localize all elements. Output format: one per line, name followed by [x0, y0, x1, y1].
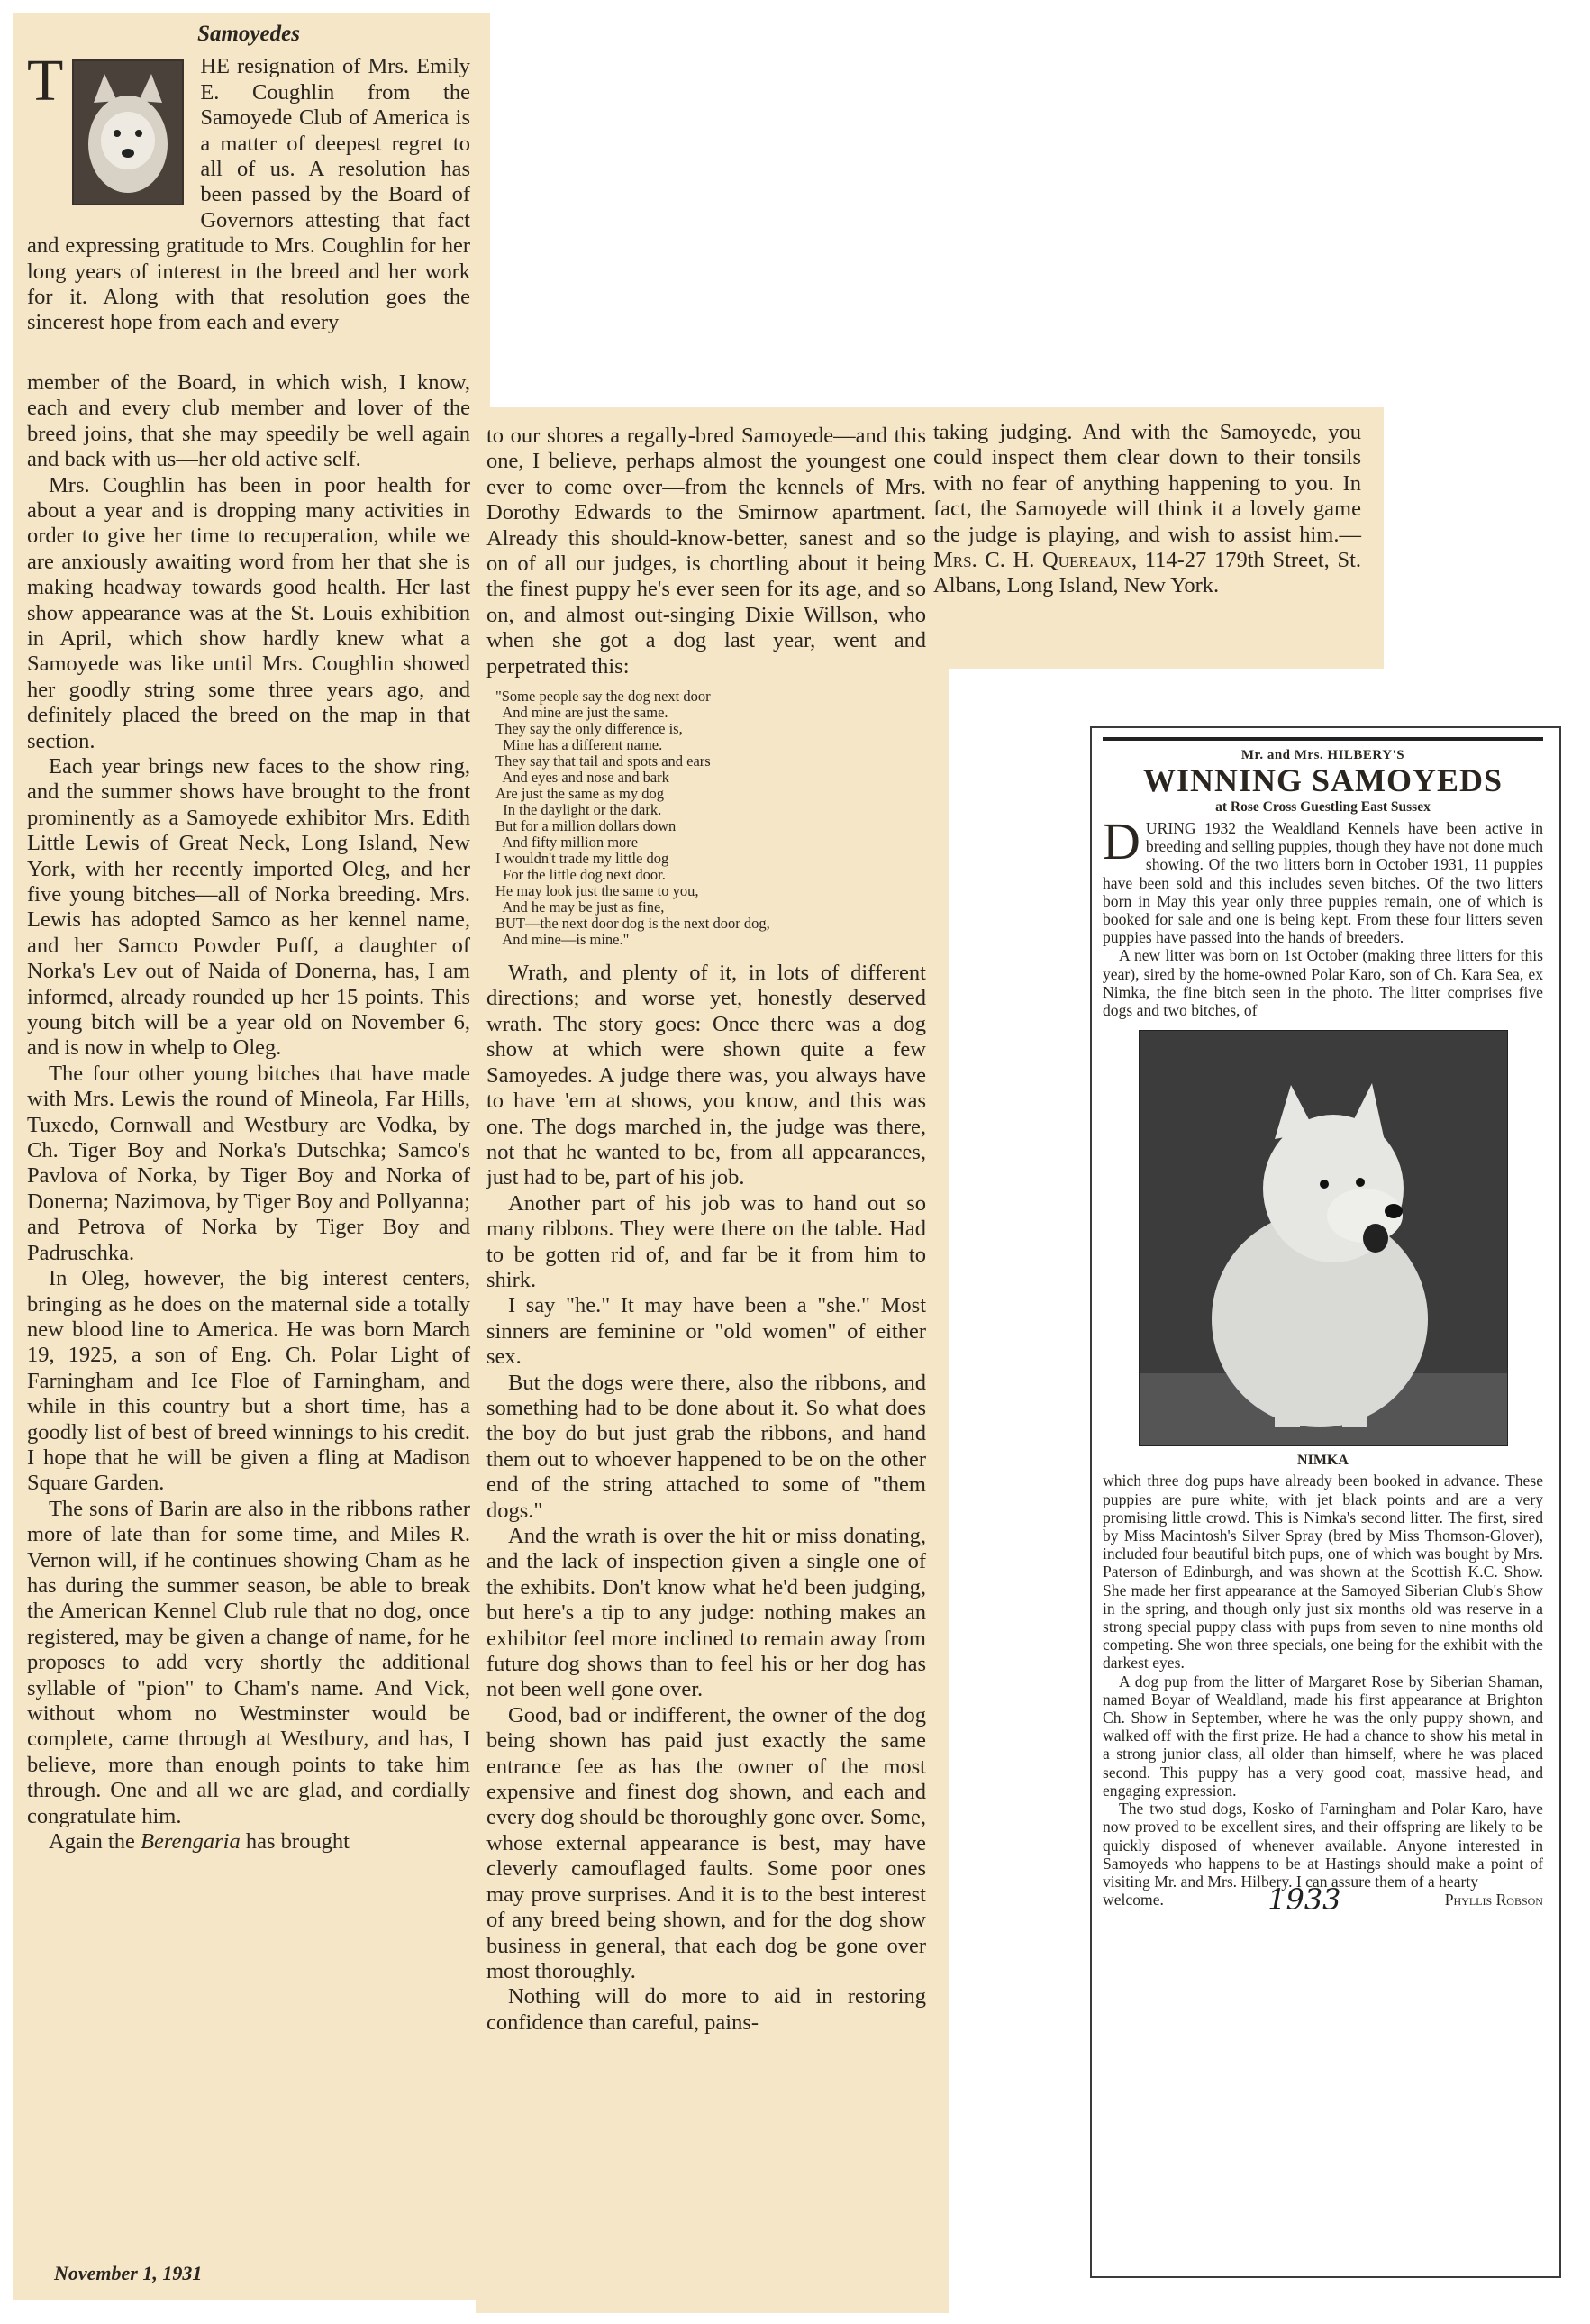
closing-word: welcome. — [1103, 1891, 1164, 1909]
author-address: 114-27 179th Street, St. Albans, Long Island, New York. — [933, 548, 1362, 598]
box-paragraph: The two stud dogs, Kosko of Farningham and Polar Karo, have now proved to be excellent sires, and their offspring are likely to be quickly disposed of whenever available. Anyone interested in Samoyeds who happens to be at Hastings should make a point of visiting Mr. and Mrs. Hilbery. I can assure them of a hearty — [1103, 1800, 1543, 1891]
author-signature: Mrs. C. H. Quereaux, — [933, 548, 1138, 573]
column2-paragraph: Wrath, and plenty of it, in lots of different directions; and worse yet, honestly deserved wrath. The story goes: Once there was a dog show at which were shown quite a few Samoyedes. A judge there was, you always have to have 'em at shows, you know, and this was one. The dogs marched in, the judge was there, not that he wanted to be, from all appearances, just had to be, part of his job. — [486, 961, 926, 1190]
author-name: Phyllis Robson — [1444, 1891, 1543, 1909]
column1-paragraph: The four other young bitches that have made with Mrs. Lewis the round of Mineola, Far Hills, Tuxedo, Cornwall and Westbury are Vodka, by Ch. Tiger Boy and Norka's Dutschka; Samco's Pavlova of Norka, by Tiger Boy and Norka of Donerna; Nazimova, by Tiger Boy and Pollyanna; and Petrova of Norka by Tiger Boy and Padruschka. — [27, 1061, 470, 1265]
column2-paragraph: to our shores a regally-bred Samoyede—and this one, I believe, perhaps almost the youngest one ever to come over—from the kennels of Mrs. Dorothy Edwards to the Smirnow apartment. Already this should-know-better, sanest and so on of all our judges, is chortling about it being the finest puppy he's ever seen for its age, and so on, and almost out-singing Dixie Willson, who when she got a dog last year, went and perpetrated this: — [486, 424, 926, 679]
article-header: Samoyedes — [197, 22, 300, 46]
column1-paragraph: Each year brings new faces to the show ring, and the summer shows have brought to the front prominently as a Samoyede exhibitor Mrs. Edith Little Lewis of Great Neck, Long Island, New York, with her recently imported Oleg, and her five young bitches—all of Norka breeding. Mrs. Lewis has adopted Samco as her kennel name, and her Samco Powder Puff, a daughter of Norka's Lev out of Naida of Donerna, has, I am informed, already rounded up her 15 points. This young bitch will be a year old on November 6, and is now in whelp to Oleg. — [27, 753, 470, 1061]
article-body — [1103, 812, 1543, 1918]
handwritten-year: 1933 — [1267, 1882, 1341, 1918]
column2-paragraph: And the wrath is over the hit or miss donating, and the lack of inspection given a single one of the exhibits. Don't know what he'd been judging, but here's a tip to any judge: nothing makes an exhibitor feel more inclined to remain away from future dog shows than to feel his or her dog has not been well gone over. — [486, 1524, 926, 1702]
ship-name: Berengaria — [141, 1829, 241, 1855]
column3-paragraph: taking judging. And with the Samoyede, you could inspect them clear down to their tonsils with no fear of anything happening to you. In fact, the Samoyede will think it a lovely game the judge is playing, and wish to assist him.—Mrs. C. H. Quereaux, 114-27 179th Street, St. Albans, Long Island, New York. — [933, 420, 1362, 598]
nimka-photo — [1139, 1030, 1508, 1446]
column1-paragraph: In Oleg, however, the big interest centers, bringing as he does on the maternal side a totally new blood line to America. He was born March 19, 1925, a son of Eng. Ch. Polar Light of Farningham and Ice Floe of Farningham, and while in this country but a short time, has a goodly list of best of breed winnings to his credit. I hope that he will be given a fling at Madison Square Garden. — [27, 1266, 470, 1496]
issue-date: November 1, 1931 — [54, 2262, 203, 2284]
intro-text: HE resignation of Mrs. Emily E. Coughlin from the Samoyede Club of America is a matter of deepest regret to all of us. A resolution has been passed by the Board of Governors attesting that fact and expressing gratitude to Mrs. Coughlin for her long years of interest in the breed and her work for it. Along with that resolution goes the sincerest hope from each and every — [27, 54, 470, 335]
box-paragraph: A dog pup from the litter of Margaret Rose by Siberian Shaman, named Boyar of Wealdland, made his first appearance at Brighton Ch. Show in September, where he was the only puppy shown, and walked off with the first prize. He had a chance to show his metal in a strong junior class, all older than himself, where he was placed second. This puppy has a very good coat, massive head, and engaging expression. — [1103, 1672, 1543, 1800]
closing-line — [1103, 1882, 1543, 1918]
column1-last-line: Again the Berengaria has brought — [49, 1829, 350, 1855]
box-paragraph: A new litter was born on 1st October (making three litters for this year), sired by the home-owned Polar Karo, son of Ch. Kara Sea, ex Nimka, the fine bitch seen in the photo. The litter comprises five dogs and two bitches, of — [1103, 946, 1543, 1020]
column2-paragraph: Another part of his job was to hand out so many ribbons. They were there on the table. Had to be gotten rid of, and far be it from him to shirk. — [486, 1190, 926, 1292]
intro-paragraph — [27, 48, 470, 335]
article-column-1 — [27, 16, 470, 1855]
column2-paragraph: I say "he." It may have been a "she." Most sinners are feminine or "old women" of either sex. — [486, 1293, 926, 1370]
column2-paragraph: Nothing will do more to aid in restoring confidence than careful, pains- — [486, 1984, 926, 2035]
column2-paragraph: Good, bad or indifferent, the owner of the dog being shown has paid just exactly the same entrance fee as has the owner of the most expensive and finest dog shown, and each and every dog should be thoroughly gone over. Some, whose external appearance is best, may have cleverly camouflaged faults. Some poor ones may prove surprises. And it is to the best interest of any breed being shown, and for the dog show business in general, that each dog be gone over most thoroughly. — [486, 1702, 926, 1983]
drop-cap: T — [27, 48, 64, 114]
photo-caption: NIMKA — [1297, 1453, 1349, 1469]
box-paragraph: which three dog pups have already been booked in advance. These puppies are pure white, with jet black points and are a very promising little crowd. This is Nimka's second litter. The first, sired by Miss Macintosh's Silver Spray (bred by Miss Thomson-Glover), included four beautiful bitch pups, one of which was bought by Mrs. Paterson of Edinburgh, and was shown at the Scottish K.C. Show. She made her first appearance at the Samoyed Siberian Club's Show in the spring, and though only just six months old was reserve in a strong special puppy class with pups from seven to nine months old competing. She won three specials, one being for the exhibit with the darkest eyes. — [1103, 1472, 1543, 1672]
top-rule — [1103, 737, 1543, 741]
drop-cap: D — [1103, 812, 1140, 870]
article-column-3 — [933, 420, 1361, 599]
owners-line: Mr. and Mrs. HILBERY'S — [1240, 748, 1405, 762]
samoyed-portrait-photo — [72, 59, 184, 205]
article-title: WINNING SAMOYEDS — [1142, 762, 1504, 798]
column1-paragraph: Mrs. Coughlin has been in poor health for about a year and is dropping many activities in order to give her time to recuperation, while we are anxiously awaiting word from her that she is making headway towards good health. Her last show appearance was at the St. Louis exhibition in April, which show hardly knew what a Samoyede was like until Mrs. Coughlin showed her goodly string some three years ago, and definitely placed the breed on the map in that section. — [27, 472, 470, 753]
column2-paragraph: But the dogs were there, also the ribbons, and something had to be done about it. So what does the boy do but just grab the ribbons, and hand them out to whoever happened to be on the other end of the string attached to some of "them dogs." — [486, 1370, 926, 1523]
dixie-willson-poem: "Some people say the dog next door And mine are just the same. They say the only difference is, Mine has a different name. They say that tail and spots and ears And eyes and nose and bark Are just the same as my dog In the daylight or the dark. But for a million dollars down And fifty million more I wouldn't trade my little dog For the little dog next door. He may look just the same to you, And he may be just as fine, BUT—the next door dog is the next door dog, And mine—is mine." — [495, 688, 770, 949]
box-paragraph: DURING 1932 the Wealdland Kennels have been active in breeding and selling puppies, though they have not done much showing. Of the two litters born in October 1931, 11 puppies have been sold and this includes seven bitches. Of the two litters born in May this year only three puppies remain, one of which is booked for sale and one is being kept. From these four litters seven puppies have passed into the hands of breeders. — [1103, 812, 1543, 947]
column1-paragraph: member of the Board, in which wish, I know, each and every club member and lover of the breed joins, that she may speedily be well again and back with us—her old active self. — [27, 369, 470, 472]
article-column-2 — [486, 424, 926, 2036]
column1-paragraph: The sons of Barin are also in the ribbons rather more of late than for some time, and Miles R. Vernon will, if he continues showing Cham as he has during the summer season, be able to break the American Kennel Club rule that no dog, once registered, may be given a change of name, for he proposes to add very shortly the additional syllable of "pion" to Cham's name. And Vick, without whom no Westminster would be complete, came through at Westbury, and has, I believe, more than enough points to take him through. One and all we are glad, and cordially congratulate him. — [27, 1496, 470, 1828]
kennel-location: at Rose Cross Guestling East Sussex — [1215, 799, 1431, 815]
winning-samoyeds-article — [1090, 726, 1561, 2278]
